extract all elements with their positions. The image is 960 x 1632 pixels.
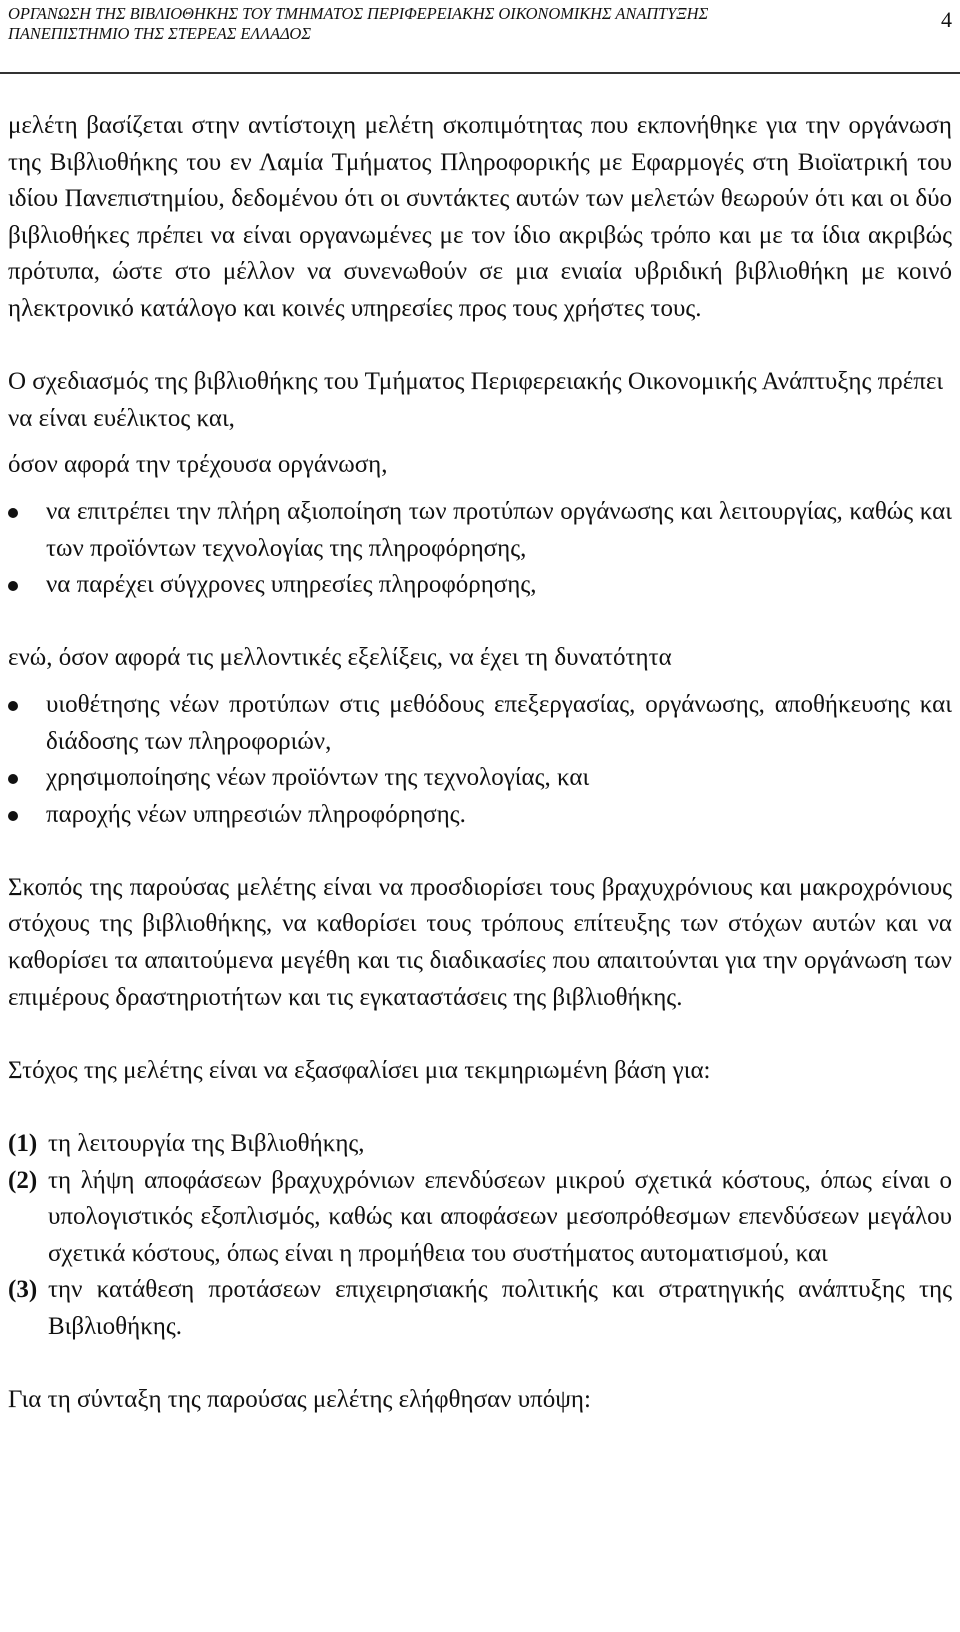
running-header (8, 4, 908, 44)
paragraph-spacer (8, 437, 952, 447)
item-text: τη λειτουργία της Βιβλιοθήκης, (48, 1130, 365, 1158)
paragraph-spacer (8, 1346, 952, 1383)
paragraph-objective: Στόχος της μελέτης είναι να εξασφαλίσει μια τεκμηριωμένη βάση για: (8, 1056, 711, 1084)
bullet-icon (8, 581, 18, 591)
bullet-text: χρησιμοποίησης νέων προϊόντων της τεχνολογίας, και (46, 764, 590, 792)
paragraph-spacer (8, 328, 952, 365)
paragraph-future: ενώ, όσον αφορά τις μελλοντικές εξελίξεις, να έχει τη δυνατότητα (8, 644, 672, 672)
bullet-list-future (8, 687, 952, 833)
bullet-icon (8, 508, 18, 518)
paragraph-purpose: Σκοπός της παρούσας μελέτης είναι να προσδιορίσει τους βραχυχρόνιους και μακροχρόνιους στόχους της βιβλιοθήκης, να καθορίσει τους τρόπους επίτευξης των στόχων αυτών και να καθορίσει τα απαιτούμενα μεγέθη και τις διαδικασίες που απαιτούνται για την οργάνωση των επιμέρους δραστηριοτήτων και τις εγκαταστάσεις της βιβλιοθήκης. (8, 873, 952, 1011)
paragraph-continued: μελέτη βασίζεται στην αντίστοιχη μελέτη σκοπιμότητας που εκπονήθηκε για την οργάνωση της Βιβλιοθήκης του εν Λαμία Τμήματος Πληροφορικής με Εφαρμογές στη Βιοϊατρική του ιδίου Πανεπιστημίου, δεδομένου ότι οι συντάκτες αυτών των μελετών θεωρούν ότι και οι δύο βιβλιοθήκες πρέπει να είναι οργανωμένες με τον ίδιο ακριβώς τρόπο και με τα ίδια ακριβώς πρότυπα, ώστε στο μέλλον να συνενωθούν σε μια ενιαία υβριδική βιβλιοθήκη με κοινό ηλεκτρονικό κατάλογο και κοινές υπηρεσίες προς τους χρήστες τους. (8, 112, 952, 322)
bullet-icon (8, 811, 18, 821)
bullet-item (8, 760, 952, 797)
bullet-text: υιοθέτησης νέων προτύπων στις μεθόδους επεξεργασίας, οργάνωσης, αποθήκευσης και διάδοσης των πληροφοριών, (46, 690, 952, 755)
paragraph-design: Ο σχεδιασμός της βιβλιοθήκης του Τμήματος Περιφερειακής Οικονομικής Ανάπτυξης πρέπει να είναι ευέλικτος και, (8, 368, 944, 432)
header-divider (0, 72, 960, 74)
item-text: την κατάθεση προτάσεων επιχειρησιακής πολιτικής και στρατηγικής ανάπτυξης της Βιβλιοθήκης. (48, 1276, 952, 1340)
numbered-item (8, 1272, 952, 1345)
header-subtitle: ΠΑΝΕΠΙΣΤΗΜΙΟ ΤΗΣ ΣΤΕΡΕΑΣ ΕΛΛΑΔΟΣ (8, 24, 311, 43)
paragraph-spacer (8, 484, 952, 494)
bullet-icon (8, 701, 18, 711)
paragraph-considerations: Για τη σύνταξη της παρούσας μελέτης ελήφθησαν υπόψη: (8, 1386, 591, 1414)
item-number: (3) (8, 1276, 38, 1304)
paragraph-spacer (8, 677, 952, 687)
paragraph-spacer (8, 1016, 952, 1053)
bullet-item (8, 494, 952, 567)
item-number: (2) (8, 1166, 38, 1194)
bullet-icon (8, 774, 18, 784)
bullet-item (8, 567, 952, 604)
paragraph-current-organization: όσον αφορά την τρέχουσα οργάνωση, (8, 451, 388, 479)
paragraph-spacer (8, 604, 952, 641)
bullet-text: να παρέχει σύγχρονες υπηρεσίες πληροφόρησης, (46, 571, 537, 599)
item-number: (1) (8, 1130, 38, 1158)
numbered-list (8, 1126, 952, 1346)
paragraph-spacer (8, 1089, 952, 1126)
bullet-text: παροχής νέων υπηρεσιών πληροφόρησης. (46, 800, 466, 828)
bullet-list-current (8, 494, 952, 604)
header-title: ΟΡΓΑΝΩΣΗ ΤΗΣ ΒΙΒΛΙΟΘΗΚΗΣ ΤΟΥ ΤΜΗΜΑΤΟΣ ΠΕΡΙΦΕΡΕΙΑΚΗΣ ΟΙΚΟΝΟΜΙΚΗΣ ΑΝΑΠΤΥΞΗΣ (8, 4, 709, 23)
numbered-item (8, 1163, 952, 1273)
item-text: τη λήψη αποφάσεων βραχυχρόνιων επενδύσεων μικρού σχετικά κόστους, όπως είναι ο υπολογιστικός εξοπλισμός, καθώς και αποφάσεων μεσοπρόθεσμων επενδύσεων μεγάλου σχετικά κόστους, όπως είναι η προμήθεια του συστήματος αυτοματισμού, και (48, 1166, 952, 1267)
page-number: 4 (941, 7, 952, 32)
bullet-item (8, 687, 952, 760)
bullet-text: να επιτρέπει την πλήρη αξιοποίηση των προτύπων οργάνωσης και λειτουργίας, καθώς και των προϊόντων τεχνολογίας της πληροφόρησης, (46, 497, 952, 562)
numbered-item (8, 1126, 952, 1163)
document-body (8, 108, 952, 1419)
bullet-item (8, 797, 952, 834)
paragraph-spacer (8, 833, 952, 870)
